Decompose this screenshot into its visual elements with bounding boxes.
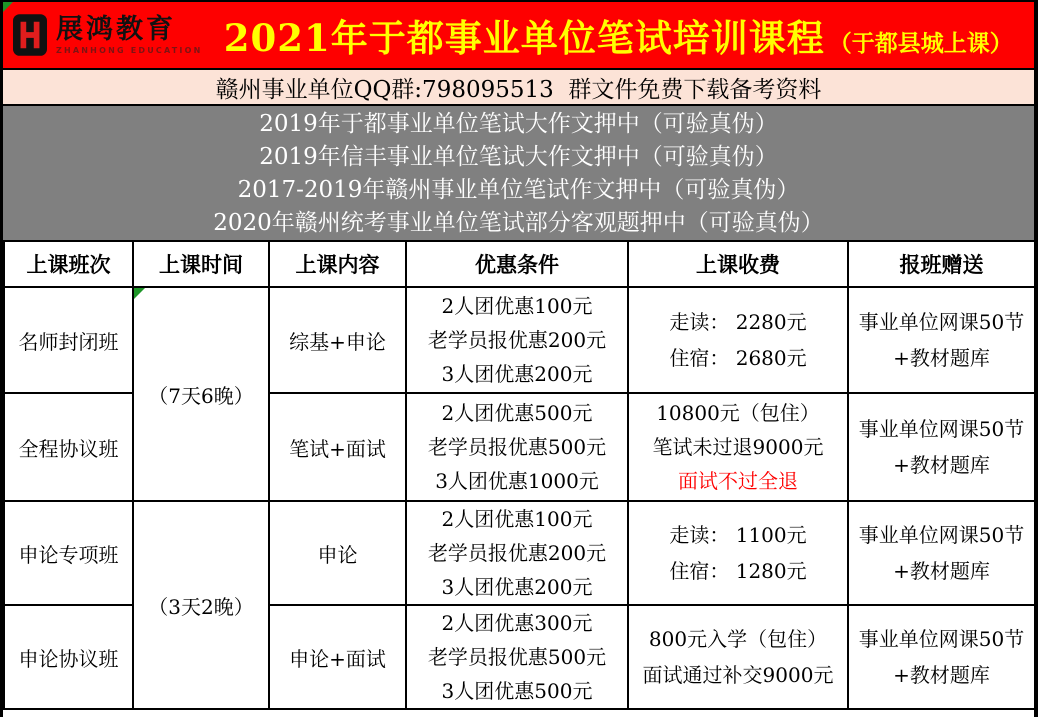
cell-discounts: [406, 287, 628, 393]
brand-logo: [3, 14, 203, 56]
discount-line: 2人团优惠300元: [441, 611, 593, 635]
qq-info-bar: [3, 68, 1034, 106]
cell-gift: [848, 605, 1035, 709]
cell-content: 申论+面试: [269, 605, 406, 709]
cell-fees: [628, 393, 848, 501]
gift-line: 事业单位网课50节: [858, 417, 1025, 441]
zhanhong-logo-icon: [13, 14, 47, 56]
cell-discounts: [406, 501, 628, 605]
cell-class-name: 申论协议班: [4, 605, 133, 709]
cell-discounts: [406, 605, 628, 709]
column-header-time: 上课时间: [133, 241, 269, 287]
gift-line: +教材题库: [893, 346, 990, 370]
header-banner: [3, 2, 1034, 68]
cell-class-name: 全程协议班: [4, 393, 133, 501]
gift-line: +教材题库: [893, 559, 990, 583]
cell-content: 申论: [269, 501, 406, 605]
column-header-fee: 上课收费: [628, 241, 848, 287]
logo-text-wrap: [56, 13, 203, 55]
fee-line: 走读： 2280元: [669, 310, 807, 334]
table-row: [4, 501, 1035, 605]
discount-line: 3人团优惠500元: [441, 679, 593, 703]
discount-line: 3人团优惠200元: [441, 362, 593, 386]
fee-line: 10800元（包住）: [656, 401, 820, 425]
course-table: [3, 240, 1036, 710]
achievement-line: 2019年于都事业单位笔试大作文押中（可验真伪）: [259, 111, 778, 137]
achievement-line: 2020年赣州统考事业单位笔试部分客观题押中（可验真伪）: [213, 210, 824, 236]
schedule-label: （3天2晚）: [148, 594, 254, 619]
cell-schedule-merged: [133, 287, 269, 501]
title-wrap: [203, 8, 1035, 62]
discount-line: 3人团优惠1000元: [435, 469, 599, 493]
cell-comment-marker: [134, 288, 145, 299]
cell-class-name: 名师封闭班: [4, 287, 133, 393]
discount-line: 老学员报优惠200元: [427, 328, 607, 352]
page-subtitle: （于都县城上课）: [828, 30, 1013, 57]
cell-content: 综基+申论: [269, 287, 406, 393]
column-header-gift: 报班赠送: [848, 241, 1035, 287]
cell-gift: [848, 393, 1035, 501]
discount-line: 老学员报优惠200元: [427, 541, 607, 565]
gift-line: 事业单位网课50节: [858, 310, 1025, 334]
column-header-class: 上课班次: [4, 241, 133, 287]
table-header-row: [4, 241, 1035, 287]
fee-line: 800元入学（包住）: [648, 627, 828, 651]
logo-subtitle: ZHANHONG EDUCATION: [56, 45, 203, 55]
achievements-block: [3, 106, 1034, 240]
gift-line: +教材题库: [893, 453, 990, 477]
fee-line: 面试通过补交9000元: [642, 663, 834, 687]
qq-info-text: 赣州事业单位QQ群:798095513 群文件免费下载备考资料: [215, 76, 822, 103]
column-header-discount: 优惠条件: [406, 241, 628, 287]
cell-gift: [848, 501, 1035, 605]
cell-fees: [628, 605, 848, 709]
page-title: 2021年于都事业单位笔试培训课程: [223, 16, 825, 60]
fee-line-refund-alert: 面试不过全退: [678, 469, 798, 493]
gift-line: 事业单位网课50节: [858, 523, 1025, 547]
cell-content: 笔试+面试: [269, 393, 406, 501]
cell-fees: [628, 287, 848, 393]
fee-line: 走读： 1100元: [669, 523, 807, 547]
fee-line: 住宿： 2680元: [669, 346, 807, 370]
gift-line: +教材题库: [893, 663, 990, 687]
cell-gift: [848, 287, 1035, 393]
column-header-content: 上课内容: [269, 241, 406, 287]
cell-fees: [628, 501, 848, 605]
table-row: [4, 287, 1035, 393]
achievement-line: 2019年信丰事业单位笔试大作文押中（可验真伪）: [259, 144, 778, 170]
discount-line: 2人团优惠500元: [441, 401, 593, 425]
discount-line: 老学员报优惠500元: [427, 435, 607, 459]
cell-discounts: [406, 393, 628, 501]
cell-class-name: 申论专项班: [4, 501, 133, 605]
logo-name: 展鸿教育: [56, 13, 176, 45]
fee-line: 住宿： 1280元: [669, 559, 807, 583]
discount-line: 老学员报优惠500元: [427, 645, 607, 669]
gift-line: 事业单位网课50节: [858, 627, 1025, 651]
discount-line: 2人团优惠100元: [441, 294, 593, 318]
achievement-line: 2017-2019年赣州事业单位笔试作文押中（可验真伪）: [237, 177, 800, 203]
discount-line: 2人团优惠100元: [441, 507, 593, 531]
schedule-label: （7天6晚）: [148, 383, 254, 408]
fee-line: 笔试未过退9000元: [652, 435, 824, 459]
cell-schedule-merged: [133, 501, 269, 709]
discount-line: 3人团优惠200元: [441, 575, 593, 599]
corner-flag-marker: [3, 2, 13, 12]
